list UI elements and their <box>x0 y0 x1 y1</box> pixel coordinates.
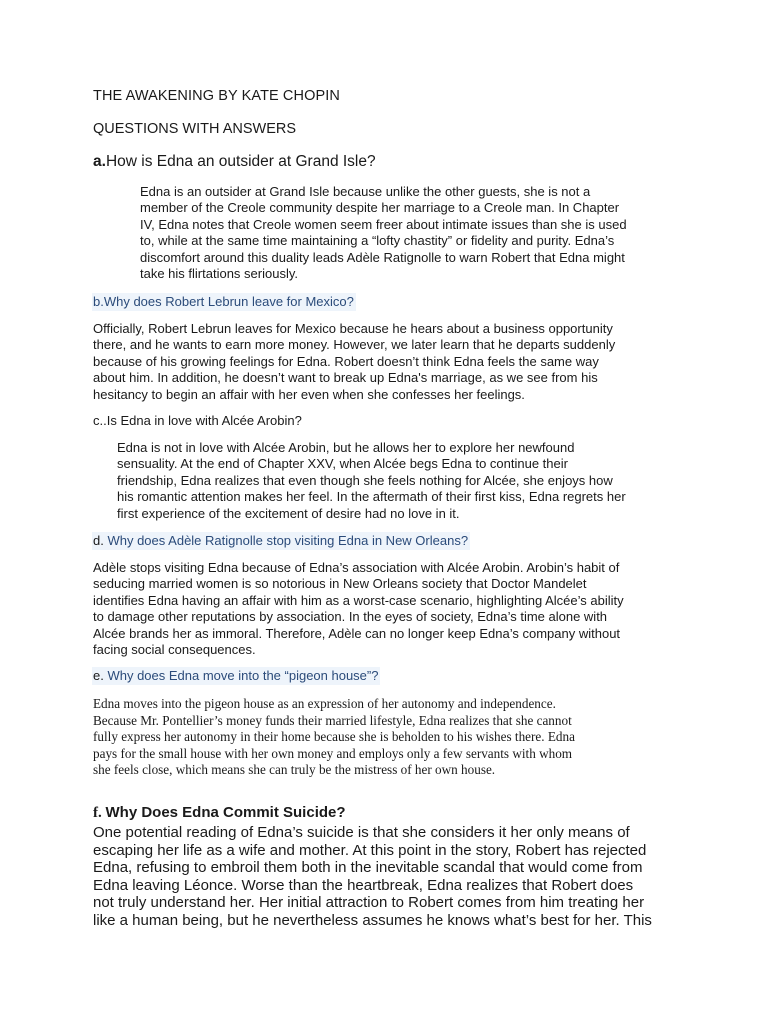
question-f-prefix: f. <box>93 805 106 821</box>
answer-a-line: Edna is an outsider at Grand Isle because unlike the other guests, she is not a <box>140 184 591 199</box>
answer-e-line: Because Mr. Pontellier’s money funds their married lifestyle, Edna realizes that she cannot <box>93 712 572 728</box>
answer-f-line: Edna leaving Léonce. Worse than the heartbreak, Edna realizes that Robert does <box>93 876 634 894</box>
answer-a-line: take his flirtations seriously. <box>140 266 298 282</box>
answer-a <box>140 184 627 282</box>
answer-c-line: his romantic attention makes her feel. In the aftermath of their first kiss, Edna regrets her <box>117 489 626 505</box>
answer-f <box>93 824 652 930</box>
answer-c-line: sensuality. At the end of Chapter XXV, when Alcée begs Edna to continue their <box>117 456 568 472</box>
question-c: c..Is Edna in love with Alcée Arobin? <box>93 413 302 428</box>
answer-a-line: discomfort around this duality leads Adèle Ratignolle to warn Robert that Edna might <box>140 249 625 265</box>
question-f <box>93 804 346 822</box>
answer-e-line: she feels close, which means she can truly be the mistress of her own house. <box>93 762 496 778</box>
answer-d-line: Adèle stops visiting Edna because of Edna’s association with Alcée Arobin. Arobin’s habit of <box>93 560 620 575</box>
answer-a-line: IV, Edna notes that Creole women seem freer about intimate issues than she is used <box>140 216 627 232</box>
question-f-text: Why Does Edna Commit Suicide? <box>105 804 346 821</box>
answer-d-line: to damage other reputations by association. In the eyes of society, Edna’s time alone with <box>93 609 608 625</box>
answer-d-line: facing social consequences. <box>93 642 256 658</box>
answer-f-line: Edna, refusing to embroil them both in the inevitable scandal that would come from <box>93 859 643 877</box>
answer-f-line: like a human being, but he nevertheless assumes he knows what’s best for her. This <box>93 911 652 929</box>
question-a-prefix: a. <box>93 153 106 170</box>
answer-a-line: to, while at the same time maintaining a “lofty chastity” or fidelity and purity. Edna’s <box>140 233 615 249</box>
answer-e-line: fully express her autonomy in their home because she is beholden to his wishes there. Edna <box>93 729 575 745</box>
answer-e <box>93 696 575 779</box>
answer-b-line: there, and he wants to earn more money. However, we later learn that he departs suddenly <box>93 337 616 353</box>
answer-b-line: about him. In addition, he doesn’t want to break up Edna's marriage, as we see from his <box>93 370 598 386</box>
answer-f-line: not truly understand her. Her initial attraction to Robert comes from him treating her <box>93 894 645 912</box>
answer-e-line: Edna moves into the pigeon house as an expression of her autonomy and independence. <box>93 696 556 711</box>
question-d <box>92 532 470 550</box>
answer-d <box>93 560 624 658</box>
answer-b <box>93 321 615 403</box>
answer-c <box>117 440 626 522</box>
answer-c-line: friendship, Edna realizes that even though she feels nothing for Alcée, she enjoys how <box>117 472 613 488</box>
question-d-prefix: d. <box>93 533 108 548</box>
question-e-prefix: e. <box>93 668 108 683</box>
question-b: b.Why does Robert Lebrun leave for Mexico? <box>93 294 354 309</box>
answer-a-line: member of the Creole community despite her marriage to a Creole man. In Chapter <box>140 200 620 216</box>
answer-f-line: One potential reading of Edna’s suicide is that she considers it her only means of <box>93 824 630 841</box>
document-subtitle: QUESTIONS WITH ANSWERS <box>93 121 297 137</box>
answer-b-line: hesitancy to begin an affair with her even when she confesses her feelings. <box>93 386 525 402</box>
question-a-text: How is Edna an outsider at Grand Isle? <box>105 153 376 170</box>
answer-e-line: pays for the small house with her own money and employs only a few servants with whom <box>93 745 573 761</box>
document-title: THE AWAKENING BY KATE CHOPIN <box>93 88 340 104</box>
answer-c-line: first experience of the excitement of desire had no love in it. <box>117 505 460 521</box>
answer-b-line: Officially, Robert Lebrun leaves for Mexico because he hears about a business opportunity <box>93 321 613 336</box>
answer-d-line: seducing married women is so notorious in New Orleans society that Doctor Mandelet <box>93 576 587 592</box>
question-a <box>93 153 376 171</box>
question-d-text: Why does Adèle Ratignolle stop visiting Edna in New Orleans? <box>107 533 469 548</box>
answer-d-line: Alcée brands her as immoral. Therefore, Adèle can no longer keep Edna’s company without <box>93 625 621 641</box>
answer-b-line: because of his growing feelings for Edna. Robert doesn’t think Edna feels the same way <box>93 353 599 369</box>
answer-c-line: Edna is not in love with Alcée Arobin, but he allows her to explore her newfound <box>117 440 575 455</box>
answer-f-line: escaping her life as a wife and mother. At this point in the story, Robert has rejected <box>93 841 647 859</box>
question-e-text: Why does Edna move into the “pigeon house”? <box>107 668 379 683</box>
answer-d-line: identifies Edna having an affair with him as a worst-case scenario, highlighting Alcée’s ability <box>93 592 624 608</box>
question-e <box>92 667 380 685</box>
